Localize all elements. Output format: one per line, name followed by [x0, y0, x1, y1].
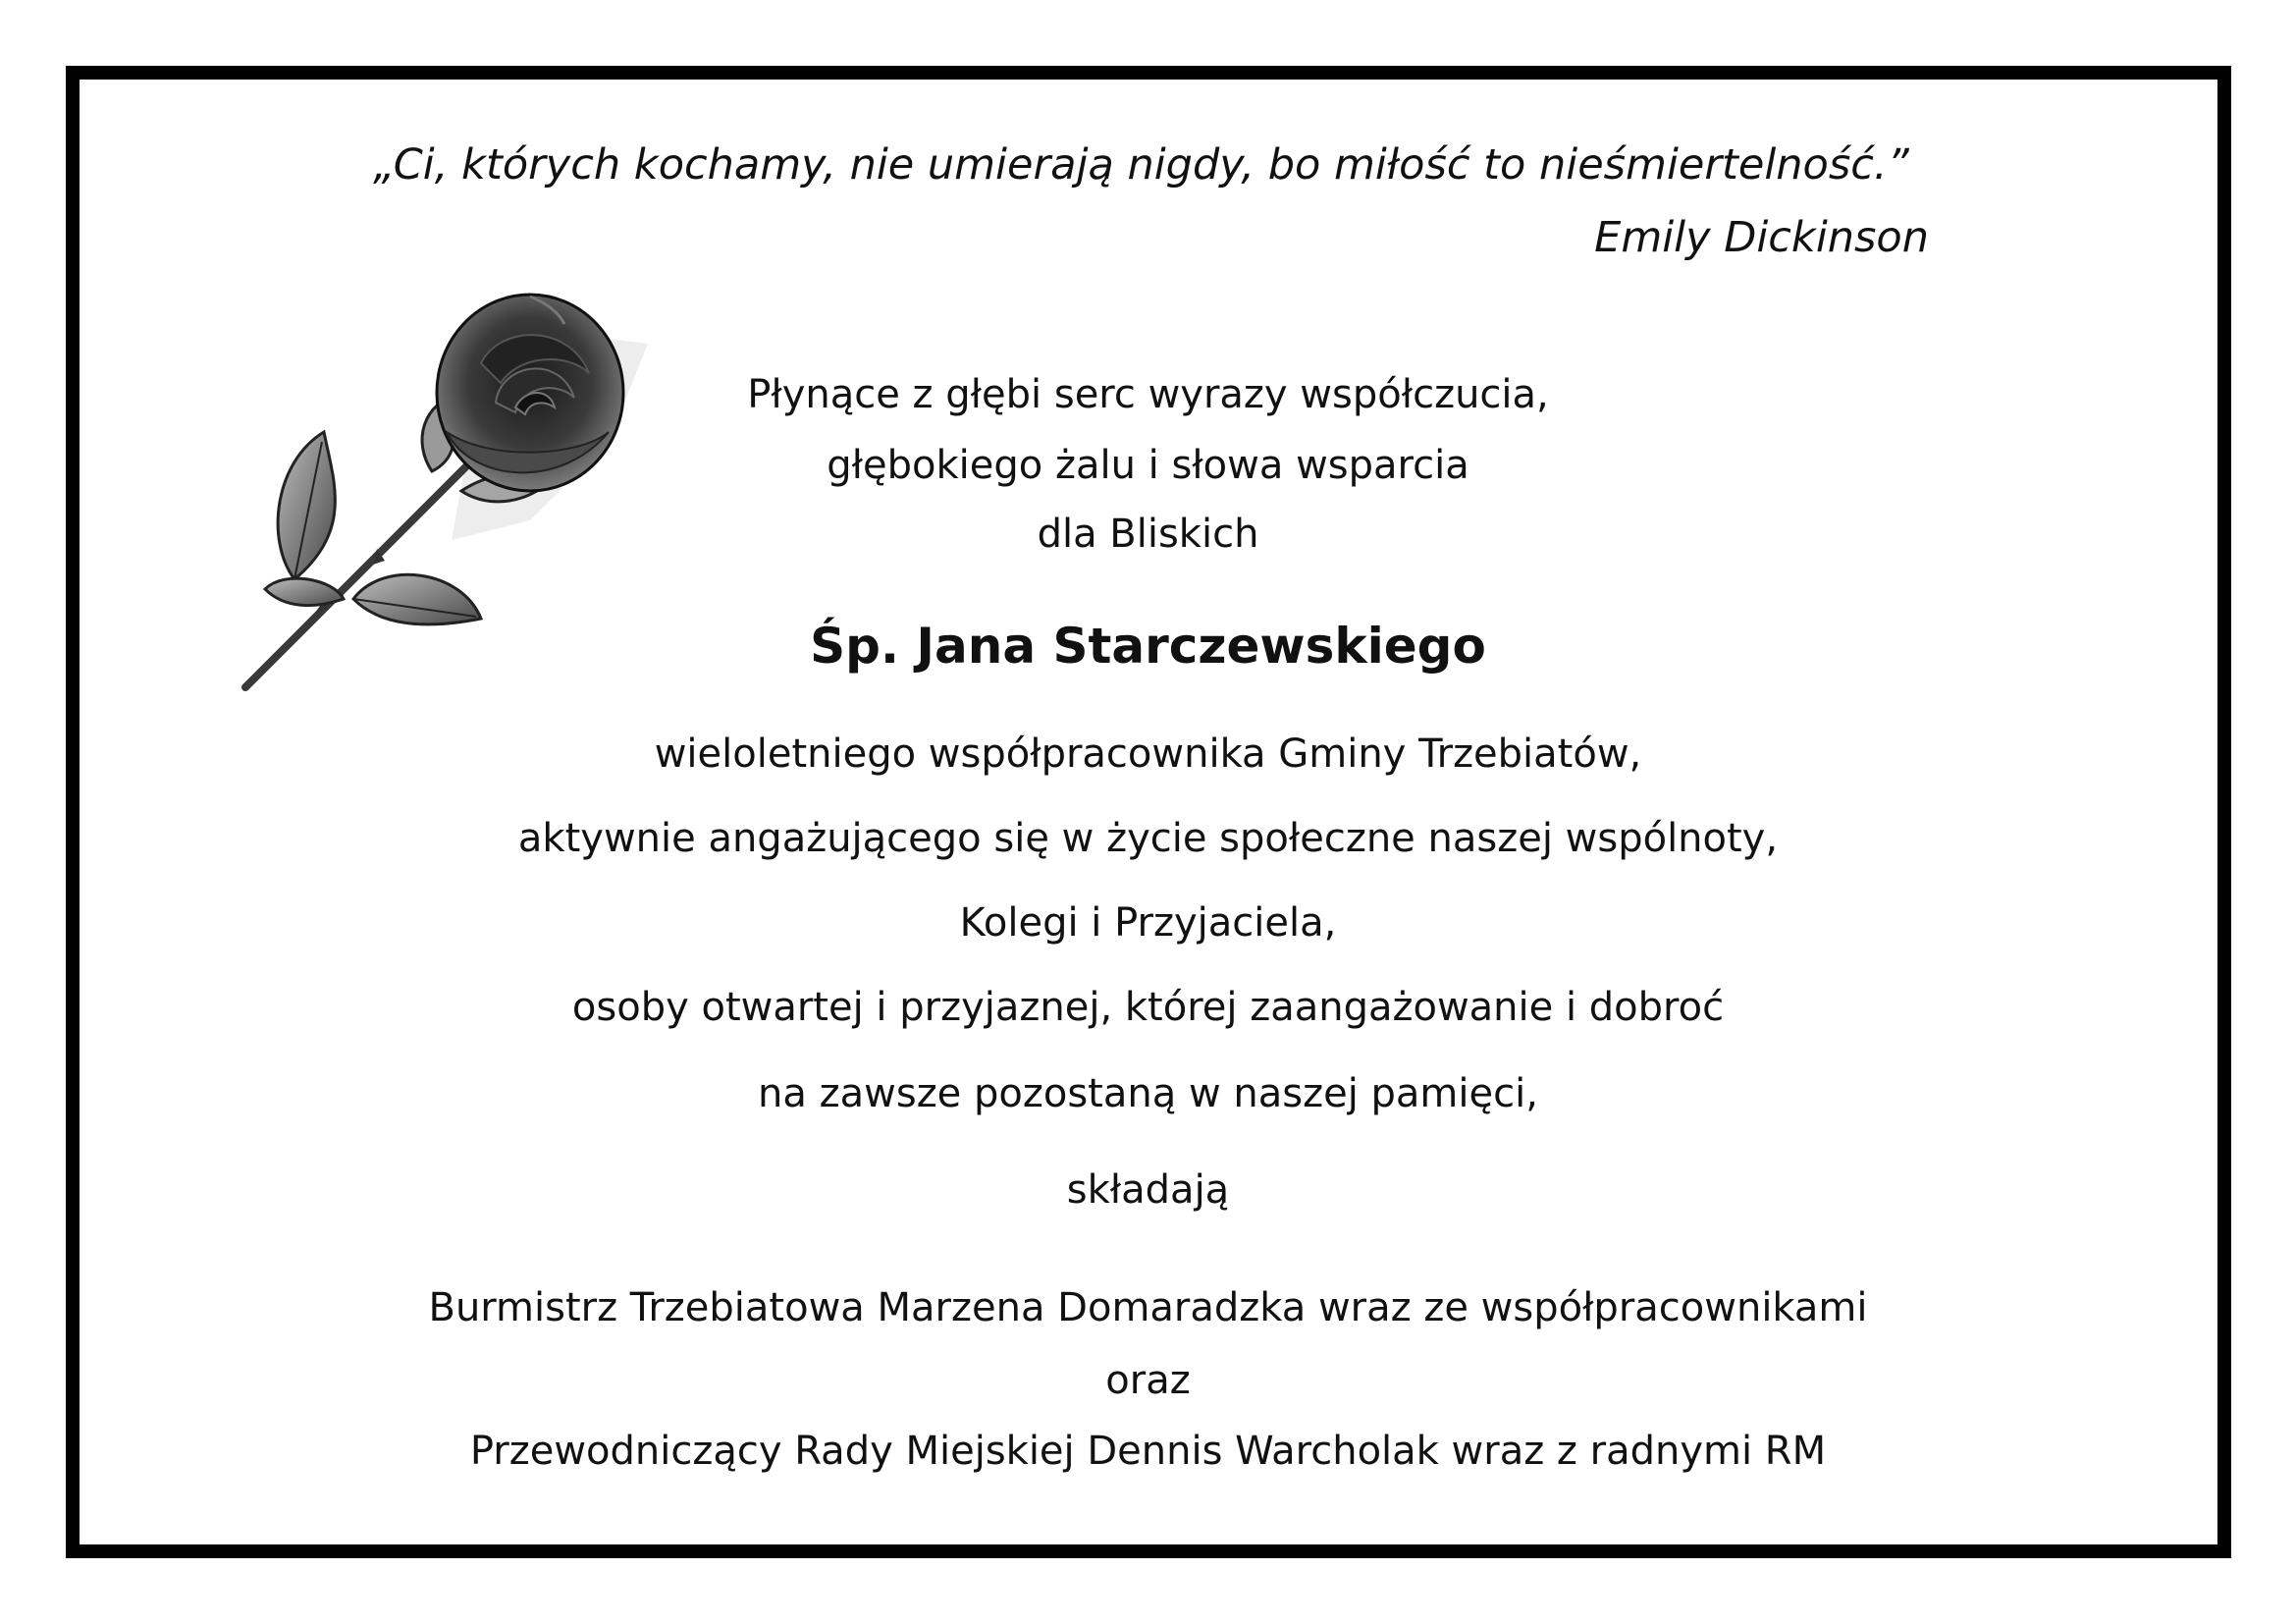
description-line-2: aktywnie angażującego się w życie społeczne naszej wspólnoty,	[517, 816, 1779, 861]
description-line-5: na zawsze pozostaną w naszej pamięci,	[758, 1071, 1538, 1116]
intro-line-1: Płynące z głębi serc wyrazy współczucia,	[747, 372, 1549, 417]
description-line-3: Kolegi i Przyjaciela,	[959, 900, 1337, 946]
intro-line-3: dla Bliskich	[1037, 512, 1259, 557]
description-line-1: wieloletniego współpracownika Gminy Trzebiatów,	[654, 731, 1642, 777]
deceased-name: Śp. Jana Starczewskiego	[810, 618, 1486, 675]
quote-author: Emily Dickinson	[1594, 213, 1929, 262]
intro-line-2: głębokiego żalu i słowa wsparcia	[827, 443, 1469, 488]
quote-text: „Ci, których kochamy, nie umierają nigdy, bo miłość to nieśmiertelność.”	[373, 140, 1909, 189]
description-line-4: osoby otwartej i przyjaznej, której zaangażowanie i dobroć	[571, 985, 1725, 1030]
verb-line: składają	[1066, 1167, 1230, 1213]
signatories-line-3: Przewodniczący Rady Miejskiej Dennis Warcholak wraz z radnymi RM	[469, 1429, 1827, 1474]
signatories-line-1: Burmistrz Trzebiatowa Marzena Domaradzka wraz ze współpracownikami	[428, 1285, 1868, 1330]
signatories-line-2: oraz	[1105, 1358, 1191, 1403]
